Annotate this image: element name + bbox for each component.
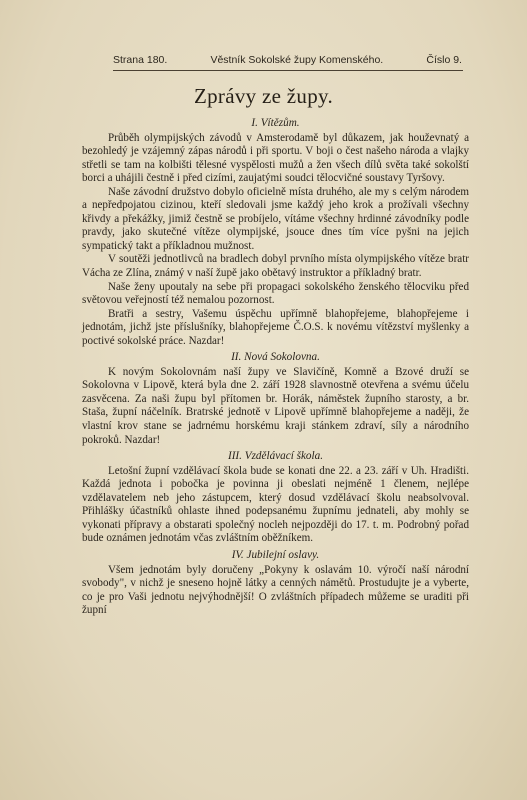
issue-number: Číslo 9. — [426, 54, 462, 66]
paragraph: Letošní župní vzdělávací škola bude se konati dne 22. a 23. září v Uh. Hradišti. Každá jednota i pobočka je povinna ji obeslati nejméně 1 členem, nejlépe vzdělavatelem neb jeho zástupcem, který dosud vzdělávací školu neabsolvoval. Přihlášky účastníků ohlaste ihned podepsanému župnímu jednateli, aby mohly se vykonati přípravy a obstarati společný nocleh nejpozději do 17. t. m. Podrobný pořad bude oznámen jednotám včas zvláštním oběžníkem. — [82, 464, 469, 545]
paragraph: V soutěži jednotlivců na bradlech dobyl prvního místa olympijského vítěze bratr Vácha ze Zlína, známý v naší župě jako obětavý instruktor a příkladný bratr. — [82, 253, 469, 280]
page-title: Zprávy ze župy. — [194, 84, 333, 108]
section-heading: I. Vítězům. — [251, 117, 300, 129]
paragraph: Naše závodní družstvo dobylo oficielně místa druhého, ale my s celým národem a nepředpojatou cizinou, kteří sledovali jsme každý jeho krok a prožívali všechny křivdy a překážky, jimiž čestně se probíjelo, vítáme všechny hrdinné závodníky podle pravdy, jako skutečné vítěze olympijské, jsouce dnes tím více pyšni na jejich sympatický takt a příkladnou mužnost. — [82, 185, 469, 252]
section-heading: III. Vzdělávací škola. — [227, 450, 324, 463]
page-number: Strana 180. — [113, 54, 168, 66]
paragraph: Průběh olympijských závodů v Amsterodamě byl důkazem, jak houževnatý a bezohledý je vzájemný zápas národů i při sportu. V boji o čest našeho národa a vlajky střetli se tam na kolbišti tělesné vyspělosti mužů a žen všech dílů světa také sokolští borci a uhájili čestně i před cizími, zaujatými soudci tělocvičné soustavy Tyršovy. — [82, 131, 469, 185]
section-heading: II. Nová Sokolovna. — [231, 351, 320, 364]
paragraph: Naše ženy upoutaly na sebe při propagaci sokolského ženského tělocviku před světovou veřejností též nemalou pozornost. — [82, 280, 469, 307]
journal-title: Věstník Sokolské župy Komenského. — [210, 54, 384, 66]
paragraph: Všem jednotám byly doručeny „Pokyny k oslavám 10. výročí naší národní svobody", v nichž je sneseno hojně látky a cenných námětů. Prostudujte je a vyberte, co je pro Vaši jednotu nejvýhodnější! O zvláštních případech můžeme se uraditi při župní — [82, 563, 469, 617]
paragraph: K novým Sokolovnám naší župy ve Slavičíně, Komně a Bzové druží se Sokolovna v Lipově, která byla dne 2. září 1928 slavnostně otevřena a svému účelu zasvěcena. Za naši župu byl přítomen br. Horák, náměstek župního starosty, a br. Staša, župní náčelník. Bratrské jednotě v Lipově upřímně blahopřejeme a naději, že vlastní krov stane se jadrnému horskému kraji stánkem zdraví, síly a národního pokroků. Nazdar! — [82, 365, 469, 446]
article-body — [82, 116, 469, 618]
paragraph: Bratři a sestry, Vašemu úspěchu upřímně blahopřejeme, blahopřejeme i jednotám, jichž jste příslušníky, blahopřejeme Č.O.S. k novému vítězství myšlenky a poctivé sokolské práce. Nazdar! — [82, 307, 469, 347]
header-rule — [113, 70, 463, 71]
running-header — [113, 54, 462, 66]
section-heading: IV. Jubilejní oslavy. — [231, 548, 320, 561]
